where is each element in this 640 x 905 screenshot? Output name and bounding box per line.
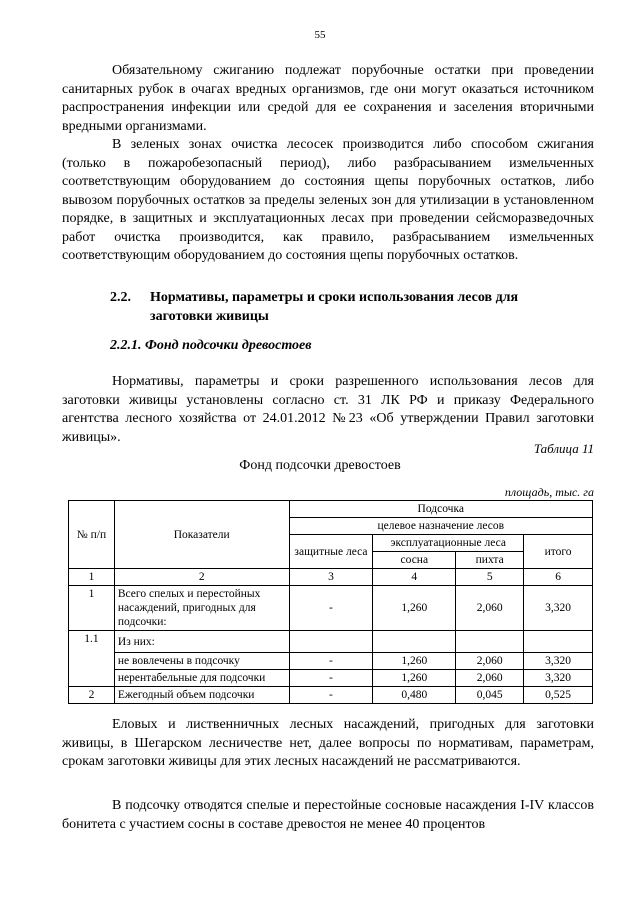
row-protective: - bbox=[289, 586, 373, 631]
row-protective: - bbox=[289, 670, 373, 687]
header-pine: сосна bbox=[373, 552, 456, 569]
row-pine: 1,260 bbox=[373, 670, 456, 687]
row-name: Ежегодный объем подсочки bbox=[114, 687, 289, 704]
section-number: 2.2. bbox=[110, 290, 131, 305]
paragraph-3 bbox=[62, 373, 594, 447]
column-number-row bbox=[69, 569, 593, 586]
row-num: 1.1 bbox=[69, 631, 115, 687]
row-name: не вовлечены в подсочку bbox=[114, 653, 289, 670]
table-label: Таблица 11 bbox=[533, 441, 594, 456]
row-total bbox=[524, 631, 593, 653]
row-total: 0,525 bbox=[524, 687, 593, 704]
col-number: 6 bbox=[524, 569, 593, 586]
col-number: 2 bbox=[114, 569, 289, 586]
section-title-line2: заготовки живицы bbox=[150, 308, 269, 324]
header-fir: пихта bbox=[456, 552, 524, 569]
paragraph-1 bbox=[62, 62, 594, 136]
header-protective: защитные леса bbox=[289, 535, 373, 569]
podsochka-table bbox=[68, 500, 593, 704]
table-title: Фонд подсочки древостоев bbox=[239, 458, 401, 473]
table-row bbox=[69, 687, 593, 704]
row-pine: 1,260 bbox=[373, 653, 456, 670]
row-name: нерентабельные для подсочки bbox=[114, 670, 289, 687]
row-fir: 2,060 bbox=[456, 586, 524, 631]
row-protective: - bbox=[289, 687, 373, 704]
paragraph-1-text: Обязательному сжиганию подлежат порубочные остатки при проведении санитарных рубок в очагах вредных организмов, где они могут оказаться источником распространения инфекции или средой для ее сохранения и заселения вторичными вредными организмами. bbox=[62, 63, 594, 134]
row-pine bbox=[373, 631, 456, 653]
row-num: 2 bbox=[69, 687, 115, 704]
row-fir: 2,060 bbox=[456, 653, 524, 670]
col-number: 1 bbox=[69, 569, 115, 586]
subsection-heading: 2.2.1. Фонд подсочки древостоев bbox=[110, 338, 312, 353]
row-protective bbox=[289, 631, 373, 653]
row-protective: - bbox=[289, 653, 373, 670]
row-num: 1 bbox=[69, 586, 115, 631]
row-fir: 0,045 bbox=[456, 687, 524, 704]
table-row bbox=[69, 653, 593, 670]
table-units: площадь, тыс. га bbox=[504, 485, 594, 499]
paragraph-5-text: В подсочку отводятся спелые и перестойные сосновые насаждения I-IV классов бонитета с участием сосны в составе древостоя не менее 40 процентов bbox=[62, 798, 594, 832]
col-number: 3 bbox=[289, 569, 373, 586]
paragraph-5 bbox=[62, 797, 594, 834]
paragraph-4-text: Еловых и лиственничных лесных насаждений, пригодных для заготовки живицы, в Шегарском лесничестве нет, далее вопросы по нормативам, параметрам, срокам заготовки живицы для этих лесных насаждений не рассматриваются. bbox=[62, 717, 594, 769]
row-name: Всего спелых и перестойных насаждений, пригодных для подсочки: bbox=[114, 586, 289, 631]
header-indicator: Показатели bbox=[114, 501, 289, 569]
paragraph-4 bbox=[62, 716, 594, 772]
row-pine: 1,260 bbox=[373, 586, 456, 631]
paragraph-3-text: Нормативы, параметры и сроки разрешенного использования лесов для заготовки живицы установлены согласно ст. 31 ЛК РФ и приказу Федерального агентства лесного хозяйства от 24.01.2012 №23 «Об утверждении Правил заготовки живицы». bbox=[62, 374, 594, 445]
row-total: 3,320 bbox=[524, 586, 593, 631]
header-podsochka: Подсочка bbox=[289, 501, 593, 518]
paragraph-2-text: В зеленых зонах очистка лесосек производится либо способом сжигания (только в пожаробезопасный период), либо разбрасыванием измельченных соответствующим оборудованием до состояния щепы порубочных остатков, либо вывозом порубочных остатков за пределы зеленых зон для утилизации в установленном порядке, в защитных и эксплуатационных лесах при проведении сейсморазведочных работ очистка производится, как правило, разбрасыванием измельченных соответствующим оборудованием до состояния щепы порубочных остатков. bbox=[62, 137, 594, 263]
row-fir: 2,060 bbox=[456, 670, 524, 687]
table-row bbox=[69, 670, 593, 687]
row-total: 3,320 bbox=[524, 670, 593, 687]
page-number: 55 bbox=[314, 29, 326, 41]
col-number: 5 bbox=[456, 569, 524, 586]
paragraph-2 bbox=[62, 136, 594, 266]
table-row bbox=[69, 631, 593, 653]
header-operational: эксплуатационные леса bbox=[373, 535, 524, 552]
row-total: 3,320 bbox=[524, 653, 593, 670]
header-total: итого bbox=[524, 535, 593, 569]
header-purpose: целевое назначение лесов bbox=[289, 518, 593, 535]
row-pine: 0,480 bbox=[373, 687, 456, 704]
section-title-line1: Нормативы, параметры и сроки использования лесов для bbox=[150, 290, 519, 305]
header-num: № п/п bbox=[69, 501, 115, 569]
col-number: 4 bbox=[373, 569, 456, 586]
section-heading bbox=[110, 289, 594, 326]
row-name: Из них: bbox=[114, 631, 289, 653]
table-row bbox=[69, 586, 593, 631]
row-fir bbox=[456, 631, 524, 653]
